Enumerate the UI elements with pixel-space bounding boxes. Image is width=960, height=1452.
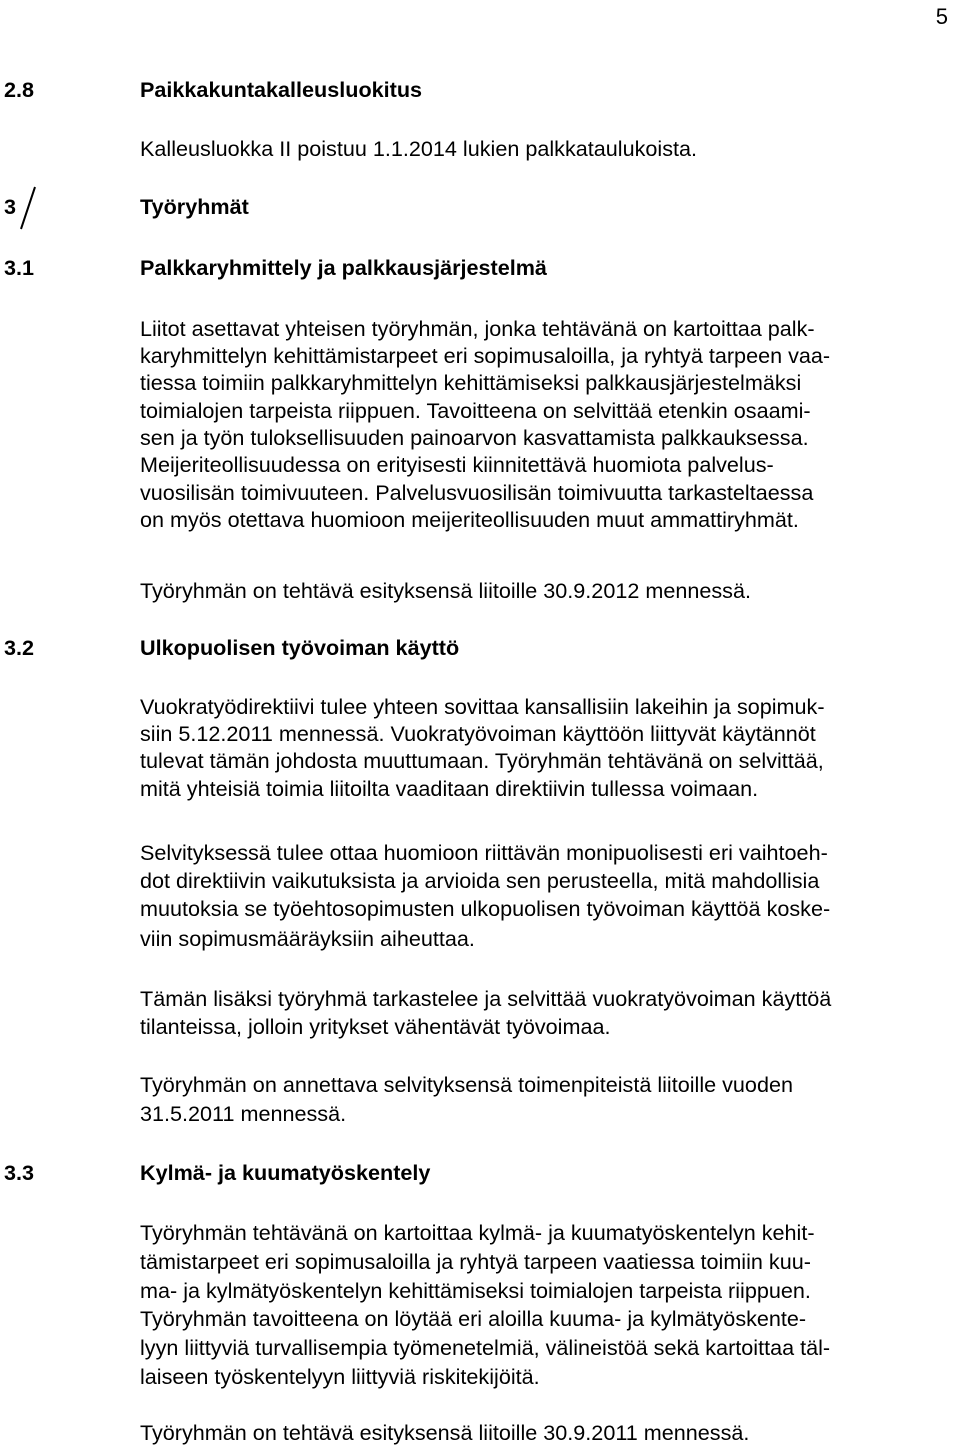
section-number-3-3: 3.3 [4,1160,35,1185]
paragraph-line: Liitot asettavat yhteisen työryhmän, jonka tehtävänä on kartoittaa palk- [140,316,815,341]
paragraph-line: karyhmittelyn kehittämistarpeet eri sopimusaloilla, ja ryhtyä tarpeen vaa- [140,343,831,368]
paragraph-line: Vuokratyödirektiivi tulee yhteen sovittaa kansallisiin lakeihin ja sopimuk- [140,694,825,719]
section-title-3-2: Ulkopuolisen työvoiman käyttö [140,635,460,660]
paragraph-line: laiseen työskentelyyn liittyviä riskitekijöitä. [140,1364,540,1389]
paragraph-line: Tämän lisäksi työryhmä tarkastelee ja selvittää vuokratyövoiman käyttöä [140,986,832,1011]
paragraph-line: Työryhmän tehtävänä on kartoittaa kylmä- ja kuumatyöskentelyn kehit- [140,1220,815,1245]
section-title-3-1: Palkkaryhmittely ja palkkausjärjestelmä [140,255,547,280]
section-3-3-paragraph-2: Työryhmän on tehtävä esityksensä liitoille 30.9.2011 mennessä. [140,1420,750,1445]
page-number: 5 [935,4,948,29]
paragraph-line: on myös otettava huomioon meijeriteollisuuden muut ammattiryhmät. [140,507,799,532]
section-number-2-8: 2.8 [4,77,35,102]
section-title-3-3: Kylmä- ja kuumatyöskentely [140,1160,431,1185]
paragraph-line: lyyn liittyviä turvallisempia työmenetelmiä, välineistöä sekä kartoittaa täl- [140,1335,831,1360]
paragraph-line: vuosilisän toimivuuteen. Palvelusvuosilisän toimivuutta tarkasteltaessa [140,480,814,505]
paragraph-line: Selvityksessä tulee ottaa huomioon riittävän monipuolisesti eri vaihtoeh- [140,840,828,865]
paragraph-line: toimialojen tarpeista riippuen. Tavoitteena on selvittää etenkin osaami- [140,398,811,423]
paragraph-line: tämistarpeet eri sopimusaloilla ja ryhtyä tarpeen vaatiessa toimiin kuu- [140,1249,811,1274]
paragraph-line: tilanteissa, jolloin yritykset vähentävät työvoimaa. [140,1014,611,1039]
paragraph-line: tiessa toimiin palkkaryhmittelyn kehittämiseksi palkkausjärjestelmäksi [140,370,802,395]
section-number-3-1: 3.1 [4,255,35,280]
section-3-1-paragraph-2: Työryhmän on tehtävä esityksensä liitoille 30.9.2012 mennessä. [140,578,751,603]
paragraph-line: Työryhmän on annettava selvityksensä toimenpiteistä liitoille vuoden [140,1072,793,1097]
section-number-3-2: 3.2 [4,635,35,660]
paragraph-line: 31.5.2011 mennessä. [140,1101,347,1126]
paragraph-line: Meijeriteollisuudessa on erityisesti kiinnitettävä huomiota palvelus- [140,452,774,477]
paragraph-line: Työryhmän tavoitteena on löytää eri aloilla kuuma- ja kylmätyöskente- [140,1306,807,1331]
section-title-3: Työryhmät [140,194,249,219]
section-sign-icon [18,186,38,230]
paragraph-line: tulevat tämän johdosta muuttumaan. Työryhmän tehtävänä on selvittää, [140,748,824,773]
paragraph-line: viin sopimusmääräyksiin aiheuttaa. [140,926,475,951]
section-title-2-8: Paikkakuntakalleusluokitus [140,77,423,102]
paragraph-line: dot direktiivin vaikutuksista ja arvioida sen perusteella, mitä mahdollisia [140,868,820,893]
paragraph-line: siin 5.12.2011 mennessä. Vuokratyövoiman käyttöön liittyvät käytännöt [140,721,816,746]
paragraph-line: ma- ja kylmätyöskentelyn kehittämiseksi toimialojen tarpeista riippuen. [140,1278,811,1303]
paragraph-line: mitä yhteisiä toimia liitoilta vaaditaan direktiivin tullessa voimaan. [140,776,759,801]
section-2-8-text: Kalleusluokka II poistuu 1.1.2014 lukien palkkataulukoista. [140,136,697,161]
paragraph-line: muutoksia se työehtosopimusten ulkopuolisen työvoiman käyttöä koske- [140,896,831,921]
paragraph-line: sen ja työn tuloksellisuuden painoarvon kasvattamista palkkauksessa. [140,425,809,450]
section-number-3: 3 [4,194,17,219]
